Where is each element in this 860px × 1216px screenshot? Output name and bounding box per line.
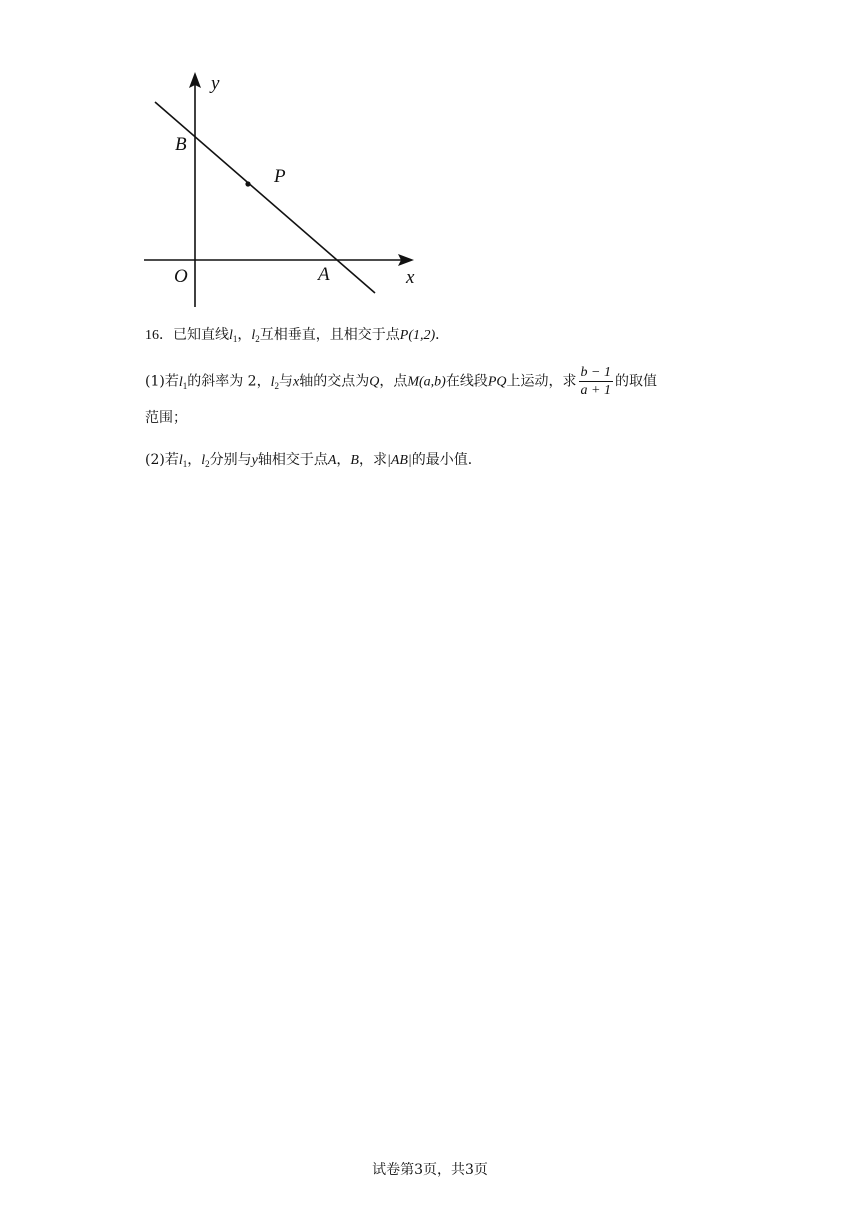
y-axis-label: y xyxy=(211,73,220,94)
line1-base: l xyxy=(229,328,233,343)
part2-text-b: 轴相交于点 xyxy=(257,452,328,468)
stem-text-2: 互相垂直，且相交于点 xyxy=(259,327,400,343)
part2-text-c: ，求 xyxy=(358,452,387,468)
part1-text-h: 范围； xyxy=(145,410,187,426)
point-b-label: B xyxy=(175,134,187,155)
origin-label: O xyxy=(174,266,188,287)
part1-text-f: 上运动，求 xyxy=(506,373,577,390)
part1-m-expression: M(a,b) xyxy=(407,374,446,390)
line2-base: l xyxy=(251,328,256,343)
part2-sep: ， xyxy=(336,452,351,468)
figure-svg xyxy=(130,62,430,312)
part1-line2-base: l xyxy=(270,374,275,390)
part2-a-var: A xyxy=(327,453,337,468)
part1-fraction xyxy=(579,364,613,399)
part1-text-b: 与 xyxy=(278,373,293,390)
part1-text-d: ，点 xyxy=(379,373,408,390)
part2-text-d: 的最小值． xyxy=(411,452,482,468)
page-footer: 试卷第3页，共3页 xyxy=(372,1162,488,1178)
point-p-dot xyxy=(245,181,250,186)
line2-symbol xyxy=(251,328,259,343)
part2-line1-base: l xyxy=(178,453,183,468)
part2-line2-symbol xyxy=(201,453,209,468)
part-2 xyxy=(145,450,745,474)
part1-text-g: 的取值 xyxy=(614,373,657,390)
part1-line1-sub: 1 xyxy=(182,380,188,391)
part1-q-var: Q xyxy=(369,374,380,390)
part2-ab-expression: |AB| xyxy=(386,453,412,468)
part2-b-var: B xyxy=(350,453,359,468)
part1-x-var: x xyxy=(292,374,300,390)
fraction-denominator: a + 1 xyxy=(580,383,611,398)
coordinate-figure xyxy=(130,62,430,312)
x-axis-label: x xyxy=(406,267,415,288)
part2-label: (2)若 xyxy=(145,452,179,468)
fraction-numerator: b − 1 xyxy=(580,365,611,380)
part2-line2-base: l xyxy=(201,453,206,468)
line1-sub: 1 xyxy=(232,334,238,344)
part2-text-a: 分别与 xyxy=(209,452,252,468)
problem-statement xyxy=(145,325,745,349)
part1-line1-base: l xyxy=(178,374,183,390)
part2-y-var: y xyxy=(251,453,258,468)
problem-number: 16． xyxy=(145,328,173,343)
part2-comma: ， xyxy=(187,452,202,468)
part1-text-e: 在线段 xyxy=(445,373,488,390)
part-1-continued xyxy=(145,408,745,428)
part1-line2-sub: 2 xyxy=(274,380,279,391)
stem-end: ． xyxy=(435,327,450,343)
stem-comma: ， xyxy=(237,327,252,343)
part2-line1-sub: 1 xyxy=(182,459,188,469)
part1-text-a: 的斜率为 2， xyxy=(187,373,271,390)
part1-label: (1)若 xyxy=(145,373,179,390)
point-expression: P(1,2) xyxy=(399,328,436,343)
part2-line2-sub: 2 xyxy=(205,459,210,469)
part2-line1-symbol xyxy=(179,453,187,468)
line2-sub: 2 xyxy=(255,334,260,344)
part-1 xyxy=(145,364,745,399)
point-a-label: A xyxy=(318,264,330,285)
part1-line2-symbol xyxy=(271,375,279,390)
stem-text-1: 已知直线 xyxy=(173,327,229,343)
part1-text-c: 轴的交点为 xyxy=(299,373,370,390)
part1-line1-symbol xyxy=(179,375,187,390)
point-p-label: P xyxy=(274,166,286,187)
line-ab xyxy=(155,102,375,293)
part1-pq-var: PQ xyxy=(487,374,507,390)
